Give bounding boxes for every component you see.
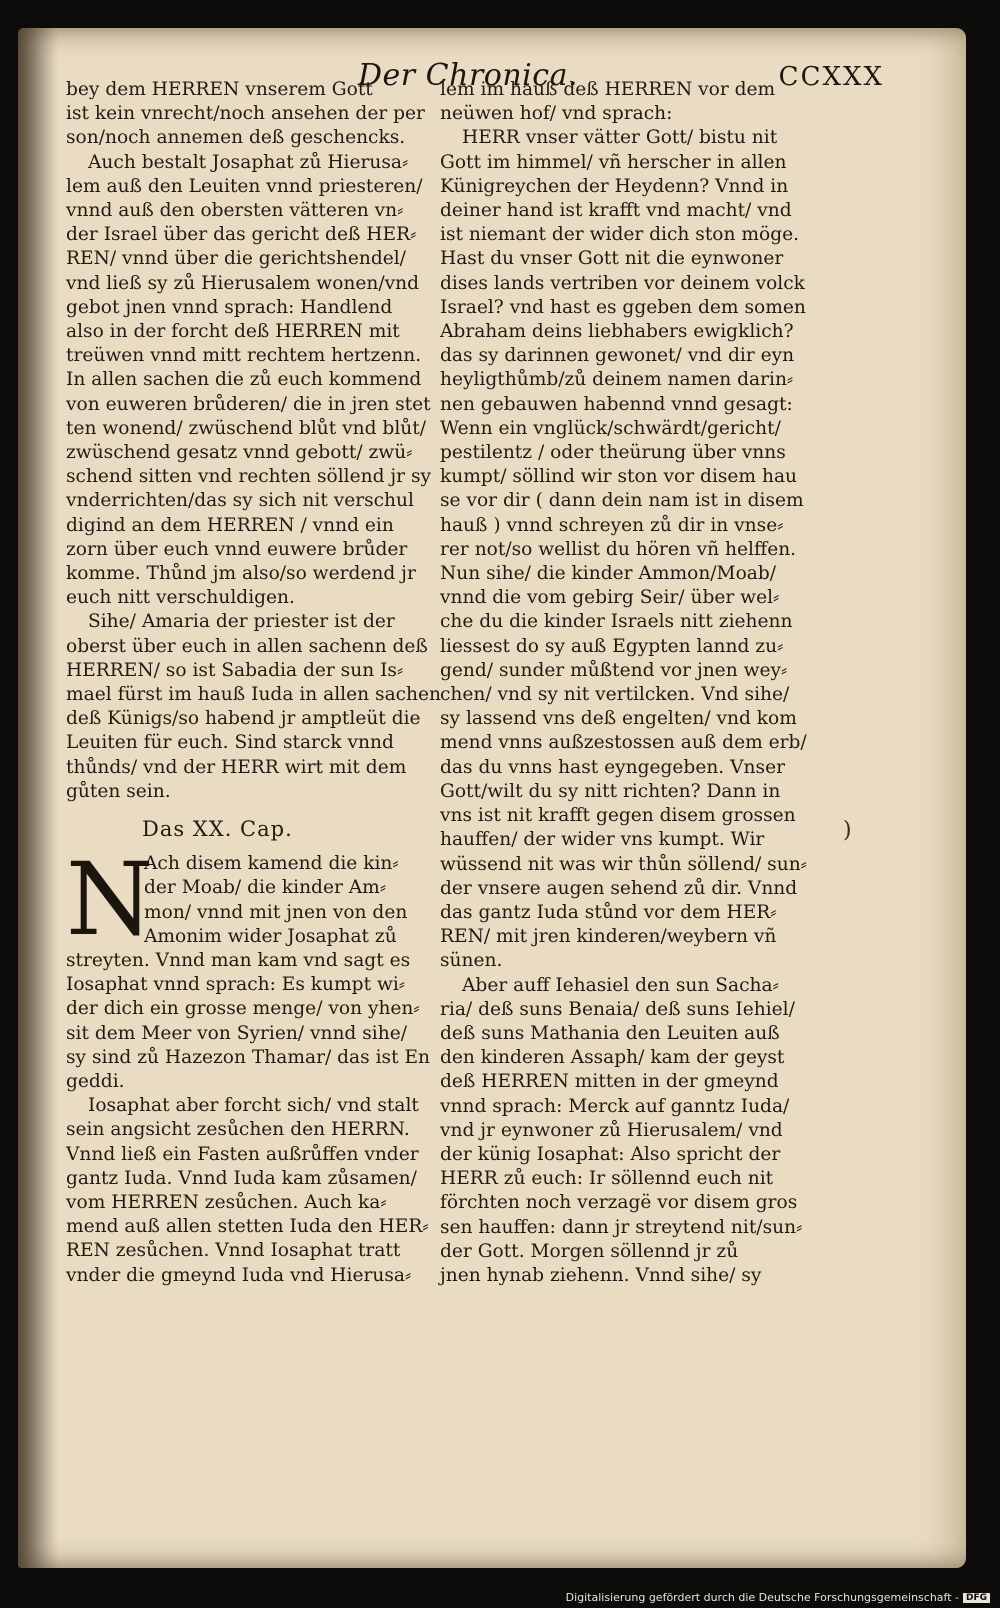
text-line: liessest do sy auß Egypten lannd zu⸗ xyxy=(440,635,784,657)
footer-text: Digitalisierung gefördert durch die Deutsche Forschungsgemeinschaft - xyxy=(565,1591,959,1604)
chapter-heading: Das XX. Cap. xyxy=(142,817,293,842)
text-line: vnd ließ sy zů Hierusalem wonen/vnd xyxy=(66,272,420,294)
decorated-initial: N xyxy=(66,841,154,959)
text-line: Auch bestalt Josaphat zů Hierusa⸗ xyxy=(88,151,409,173)
left-paragraph-1 xyxy=(66,78,438,151)
text-line: se vor dir ( dann dein nam ist in disem xyxy=(440,490,804,512)
text-line: das sy darinnen gewonet/ vnd dir eyn xyxy=(440,345,795,367)
text-line: der Israel über das gericht deß HER⸗ xyxy=(66,224,417,246)
text-line: gůten sein. xyxy=(66,780,171,802)
text-line: dises lands vertriben vor deinem volck xyxy=(440,272,805,294)
text-line: Gott im himmel/ vñ herscher in allen xyxy=(440,151,787,173)
text-line: euch nitt verschuldigen. xyxy=(66,587,295,609)
text-line: zwüschend gesatz vnnd gebott/ zwü⸗ xyxy=(66,442,413,464)
text-line: Gott/wilt du sy nitt richten? Dann in xyxy=(440,780,781,802)
text-line: vns ist nit krafft gegen disem grossen xyxy=(440,805,796,827)
text-line: mend auß allen stetten Iuda den HER⸗ xyxy=(66,1216,429,1238)
text-line: vnd jr eynwoner zů Hierusalem/ vnd xyxy=(440,1119,783,1141)
text-line: geddi. xyxy=(66,1070,125,1092)
text-line: der Moab/ die kinder Am⸗ xyxy=(144,877,387,899)
text-line: ist kein vnrecht/noch ansehen der per xyxy=(66,103,425,125)
text-line: treüwen vnnd mitt rechtem hertzenn. xyxy=(66,345,422,367)
text-line: Aber auff Iehasiel den sun Sacha⸗ xyxy=(462,974,779,996)
text-line: lem auß den Leuiten vnnd priesteren/ xyxy=(66,175,423,197)
text-line: von euweren brůderen/ die in jren stet xyxy=(66,393,431,415)
text-line: digind an dem HERREN / vnnd ein xyxy=(66,514,394,536)
text-line: sy lassend vns deß engelten/ vnd kom xyxy=(440,708,797,730)
text-line: förchten noch verzagë vor disem gros xyxy=(440,1192,798,1214)
right-column xyxy=(440,78,840,1288)
text-line: wüssend nit was wir thůn söllend/ sun⸗ xyxy=(440,853,807,875)
text-line: mon/ vnnd mit jnen von den xyxy=(144,901,408,923)
text-line: gebot jnen vnnd sprach: Handlend xyxy=(66,296,393,318)
text-line: sünen. xyxy=(440,950,503,972)
dfg-logo: DFG xyxy=(963,1593,990,1603)
text-line: zorn über euch vnnd euwere brůder xyxy=(66,538,408,560)
digitization-footer xyxy=(566,1591,990,1604)
text-line: Leuiten für euch. Sind starck vnnd xyxy=(66,732,394,754)
text-line: deß suns Mathania den Leuiten auß xyxy=(440,1022,780,1044)
text-line: REN/ vnnd über die gerichtshendel/ xyxy=(66,248,406,270)
right-paragraph-1 xyxy=(440,78,840,126)
text-line: den kinderen Assaph/ kam der geyst xyxy=(440,1047,785,1069)
text-line: Iosaphat vnnd sprach: Es kumpt wi⸗ xyxy=(66,974,406,996)
text-line: streyten. Vnnd man kam vnd sagt es xyxy=(66,949,411,971)
text-line: lem im hauß deß HERREN vor dem xyxy=(440,79,776,100)
text-line: thůnds/ vnd der HERR wirt mit dem xyxy=(66,756,407,778)
text-line: Iosaphat aber forcht sich/ vnd stalt xyxy=(88,1095,419,1117)
right-paragraph-2 xyxy=(440,126,840,973)
text-line: der Gott. Morgen söllennd jr zů xyxy=(440,1240,739,1262)
text-line: HERR zů euch: Ir söllennd euch nit xyxy=(440,1168,774,1190)
text-line: komme. Thůnd jm also/so werdend jr xyxy=(66,563,416,585)
text-line: HERREN/ so ist Sabadia der sun Is⸗ xyxy=(66,659,404,681)
text-line: son/noch annemen deß geschencks. xyxy=(66,127,406,149)
text-line: Nun sihe/ die kinder Ammon/Moab/ xyxy=(440,563,777,585)
text-line: sy sind zů Hazezon Thamar/ das ist En xyxy=(66,1046,430,1068)
text-line: vnderrichten/das sy sich nit verschul xyxy=(66,490,414,512)
text-line: Künigreychen der Heydenn? Vnnd in xyxy=(440,175,789,197)
text-line: das gantz Iuda stůnd vor dem HER⸗ xyxy=(440,901,777,923)
text-line: Hast du vnser Gott nit die eynwoner xyxy=(440,248,784,270)
right-paragraph-3 xyxy=(440,974,840,1289)
text-line: ria/ deß suns Benaia/ deß suns Iehiel/ xyxy=(440,998,795,1020)
text-line: hauffen/ der wider vns kumpt. Wir xyxy=(440,829,765,851)
text-line: ist niemant der wider dich ston möge. xyxy=(440,224,800,246)
text-line: che du die kinder Israels nitt ziehenn xyxy=(440,611,793,633)
gutter-shadow xyxy=(18,28,58,1568)
chapter-opening xyxy=(66,841,438,959)
left-paragraph-4-indented xyxy=(144,852,438,949)
text-line: vom HERREN zesůchen. Auch ka⸗ xyxy=(66,1191,387,1213)
text-line: Abraham deins liebhabers ewigklich? xyxy=(440,321,794,343)
text-line: jnen hynab ziehenn. Vnnd sihe/ sy xyxy=(440,1264,762,1286)
text-line: vnnd auß den obersten vätteren vn⸗ xyxy=(66,200,404,222)
text-line: gend/ sunder můßtend vor jnen wey⸗ xyxy=(440,659,788,681)
text-line: bey dem HERREN vnserem Gott xyxy=(66,79,373,100)
left-paragraph-3 xyxy=(66,610,442,804)
text-line: hauß ) vnnd schreyen zů dir in vnse⸗ xyxy=(440,514,784,536)
text-line: Amonim wider Josaphat zů xyxy=(144,925,397,947)
text-line: also in der forcht deß HERREN mit xyxy=(66,321,400,343)
left-paragraph-2 xyxy=(66,151,438,611)
text-line: pestilentz / oder theürung über vnns xyxy=(440,442,786,464)
left-column xyxy=(66,78,442,1288)
text-line: Ach disem kamend die kin⸗ xyxy=(144,853,399,875)
text-line: Sihe/ Amaria der priester ist der xyxy=(88,611,395,633)
text-line: neüwen hof/ vnd sprach: xyxy=(440,103,673,125)
text-line: heyligthůmb/zů deinem namen darin⸗ xyxy=(440,369,794,391)
text-line: ten wonend/ zwüschend blůt vnd blůt/ xyxy=(66,417,426,439)
text-line: oberst über euch in allen sachenn deß xyxy=(66,635,428,657)
text-line: In allen sachen die zů euch kommend xyxy=(66,369,422,391)
text-line: mend vnns außzestossen auß dem erb/ xyxy=(440,732,807,754)
text-line: der vnsere augen sehend zů dir. Vnnd xyxy=(440,877,798,899)
text-line: nen gebauwen habennd vnnd gesagt: xyxy=(440,393,793,415)
text-line: sit dem Meer von Syrien/ vnnd sihe/ xyxy=(66,1022,407,1044)
text-line: vnnd die vom gebirg Seir/ über wel⸗ xyxy=(440,587,780,609)
text-line: der dich ein grosse menge/ von yhen⸗ xyxy=(66,998,420,1020)
text-line: REN/ mit jren kinderen/weybern vñ xyxy=(440,926,777,948)
text-line: rer not/so wellist du hören vñ helffen. xyxy=(440,538,797,560)
text-line: chen/ vnd sy nit vertilcken. Vnd sihe/ xyxy=(440,684,790,706)
text-line: vnnd sprach: Merck auf ganntz Iuda/ xyxy=(440,1095,790,1117)
text-line: schend sitten vnd rechten söllend jr sy xyxy=(66,466,432,488)
text-line: deiner hand ist krafft vnd macht/ vnd xyxy=(440,200,792,222)
text-line: sen hauffen: dann jr streytend nit/sun⸗ xyxy=(440,1216,803,1238)
text-line: HERR vnser vätter Gott/ bistu nit xyxy=(462,127,778,149)
text-line: vnder die gmeynd Iuda vnd Hierusa⸗ xyxy=(66,1264,412,1286)
text-line: das du vnns hast eyngegeben. Vnser xyxy=(440,756,785,778)
folio-number: CCXXX xyxy=(778,62,884,92)
text-line: deß Künigs/so habend jr amptleüt die xyxy=(66,708,421,730)
text-line: REN zesůchen. Vnnd Iosaphat tratt xyxy=(66,1240,401,1262)
left-paragraph-5 xyxy=(66,1094,438,1288)
text-line: Vnnd ließ ein Fasten außrůffen vnder xyxy=(66,1143,419,1165)
text-line: kumpt/ söllind wir ston vor disem hau xyxy=(440,466,798,488)
text-line: Wenn ein vnglück/schwärdt/gericht/ xyxy=(440,417,781,439)
running-head: Der Chronica. xyxy=(358,58,579,93)
text-line: Israel? vnd hast es ggeben dem somen xyxy=(440,296,806,318)
text-line: sein angsicht zesůchen den HERRN. xyxy=(66,1119,410,1141)
text-line: der künig Iosaphat: Also spricht der xyxy=(440,1143,781,1165)
text-line: deß HERREN mitten in der gmeynd xyxy=(440,1071,779,1093)
margin-mark: ) xyxy=(843,818,852,843)
text-line: mael fürst im hauß Iuda in allen sachen xyxy=(66,684,442,706)
text-line: gantz Iuda. Vnnd Iuda kam zůsamen/ xyxy=(66,1167,417,1189)
left-paragraph-4-rest xyxy=(66,949,438,1094)
